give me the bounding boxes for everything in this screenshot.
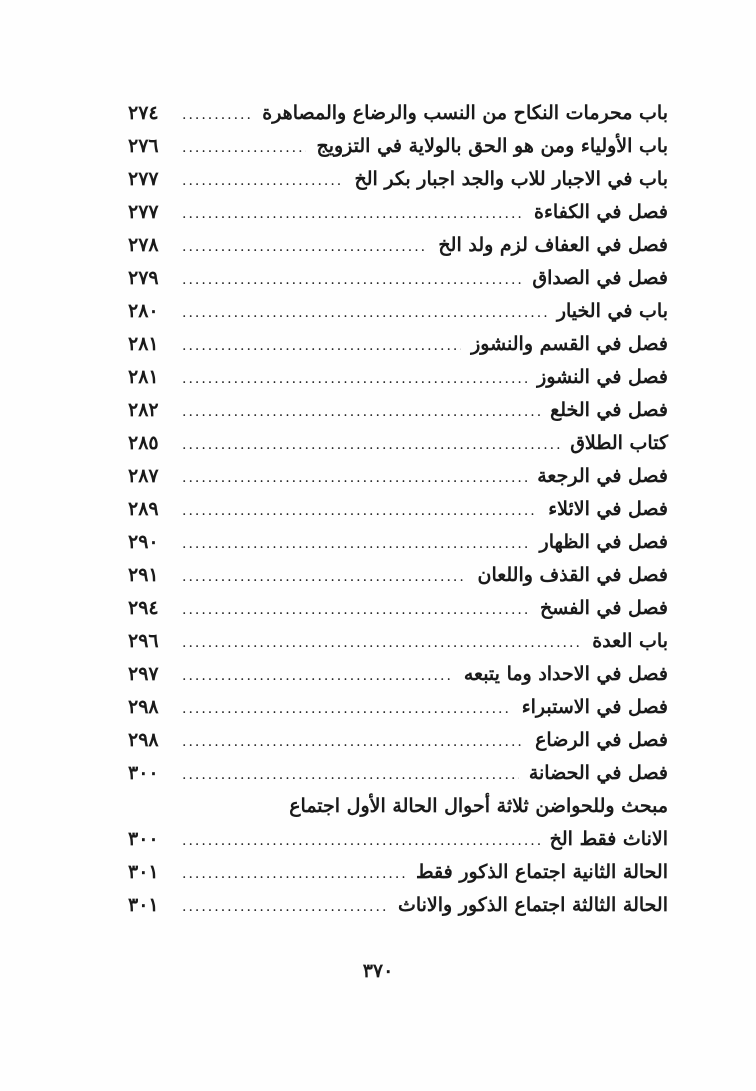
toc-leader-dots [174, 165, 344, 198]
toc-entry-title: باب العدة [592, 630, 668, 652]
toc-leader-dots [174, 726, 525, 759]
toc-entry-title: فصل في النشوز [537, 366, 668, 388]
toc-entry [128, 658, 668, 691]
toc-entry [128, 229, 668, 262]
toc-entry-title: فصل في الرجعة [537, 465, 668, 487]
toc-entry [128, 196, 668, 229]
toc-entry-title: فصل في الحضانة [528, 762, 668, 784]
toc-leader-dots [174, 99, 252, 132]
toc-leader-dots [174, 759, 519, 792]
toc-entry-title: الحالة الثانية اجتماع الذكور فقط [415, 861, 668, 883]
toc-heading-text: مبحث وللحواضن ثلاثة أحوال الحالة الأول اجتماع [289, 795, 668, 817]
toc-entry [128, 460, 668, 493]
toc-entry-title: باب محرمات النكاح من النسب والرضاع والمصاهرة [262, 102, 668, 124]
toc-leader-dots [174, 330, 461, 363]
toc-entry-title: كتاب الطلاق [570, 432, 668, 454]
toc-entry-title: فصل في الاحداد وما يتبعه [463, 663, 668, 685]
toc-entry-page: ٢٧٦ [128, 135, 159, 157]
toc-entry [128, 691, 668, 724]
toc-leader-dots [174, 594, 530, 627]
toc-entry [128, 625, 668, 658]
toc-entry-page: ٢٩٤ [128, 597, 159, 619]
toc-entry [128, 163, 668, 196]
toc-entry-title: فصل في الكفاءة [534, 201, 668, 223]
toc-leader-dots [174, 363, 527, 396]
toc-entry [128, 493, 668, 526]
toc-entry [128, 823, 668, 856]
toc-leader-dots [174, 825, 540, 858]
toc-entry-page: ٢٨٥ [128, 432, 159, 454]
toc-entry [128, 130, 668, 163]
toc-entry-title: باب في الخيار [556, 300, 668, 322]
toc-entry [128, 889, 668, 922]
toc-leader-dots [174, 495, 538, 528]
toc-entry-page: ٢٧٧ [128, 168, 159, 190]
toc-entry-page: ٢٨١ [128, 366, 159, 388]
toc-entry-title: فصل في الاستبراء [521, 696, 668, 718]
toc-leader-dots [174, 132, 306, 165]
toc-entry-page: ٢٨٩ [128, 498, 159, 520]
toc-entry [128, 394, 668, 427]
toc-entry-page: ٢٧٨ [128, 234, 159, 256]
toc-entry-page: ٢٩٠ [128, 531, 159, 553]
toc-entry-page: ٣٠١ [128, 861, 159, 883]
toc-entry-title: الحالة الثالثة اجتماع الذكور والاناث [397, 894, 668, 916]
toc-entry-title: فصل في الخلع [550, 399, 668, 421]
toc-entry [128, 856, 668, 889]
toc-section-heading [128, 790, 668, 823]
toc-entry [128, 295, 668, 328]
toc-leader-dots [174, 627, 582, 660]
toc-leader-dots [174, 561, 467, 594]
toc-entry-title: فصل في الفسخ [540, 597, 668, 619]
toc-entry [128, 97, 668, 130]
toc-entry-page: ٢٨١ [128, 333, 159, 355]
table-of-contents [128, 97, 668, 922]
toc-leader-dots [174, 693, 512, 726]
toc-entry-title: فصل في القذف واللعان [477, 564, 668, 586]
toc-leader-dots [174, 198, 524, 231]
toc-leader-dots [174, 429, 560, 462]
toc-entry [128, 559, 668, 592]
toc-entry [128, 592, 668, 625]
toc-entry [128, 262, 668, 295]
toc-entry-page: ٣٠١ [128, 894, 159, 916]
toc-leader-dots [174, 858, 406, 891]
toc-entry-title: فصل في الصداق [532, 267, 668, 289]
toc-entry [128, 427, 668, 460]
toc-entry-page: ٢٩١ [128, 564, 159, 586]
toc-entry-title: فصل في الرضاع [535, 729, 668, 751]
toc-leader-dots [174, 660, 454, 693]
toc-entry [128, 361, 668, 394]
toc-entry-page: ٢٩٧ [128, 663, 159, 685]
toc-entry-title: فصل في الظهار [539, 531, 668, 553]
toc-entry-page: ٢٧٩ [128, 267, 159, 289]
toc-entry-page: ٢٩٨ [128, 696, 159, 718]
toc-entry-page: ٢٩٨ [128, 729, 159, 751]
toc-leader-dots [174, 264, 522, 297]
toc-entry [128, 757, 668, 790]
toc-leader-dots [174, 462, 527, 495]
toc-entry-page: ٢٧٤ [128, 102, 159, 124]
toc-entry [128, 328, 668, 361]
toc-entry [128, 526, 668, 559]
toc-entry [128, 724, 668, 757]
toc-entry-page: ٣٠٠ [128, 828, 159, 850]
toc-leader-dots [174, 231, 428, 264]
toc-leader-dots [174, 891, 388, 924]
toc-entry-page: ٢٩٦ [128, 630, 159, 652]
toc-entry-title: الاناث فقط الخ [549, 828, 668, 850]
toc-entry-page: ٢٨٧ [128, 465, 159, 487]
toc-entry-title: فصل في القسم والنشوز [471, 333, 668, 355]
page-number: ٣٧٠ [362, 960, 394, 982]
toc-entry-page: ٢٧٧ [128, 201, 159, 223]
toc-leader-dots [174, 528, 530, 561]
toc-entry-page: ٢٨٢ [128, 399, 159, 421]
toc-entry-title: فصل في الائلاء [548, 498, 668, 520]
toc-leader-dots [174, 297, 547, 330]
toc-entry-title: باب الأولياء ومن هو الحق بالولاية في التزويج [316, 135, 668, 157]
toc-leader-dots [174, 396, 540, 429]
toc-entry-title: فصل في العفاف لزم ولد الخ [438, 234, 668, 256]
toc-entry-page: ٢٨٠ [128, 300, 159, 322]
toc-entry-title: باب في الاجبار للاب والجد اجبار بكر الخ [354, 168, 668, 190]
toc-entry-page: ٣٠٠ [128, 762, 159, 784]
